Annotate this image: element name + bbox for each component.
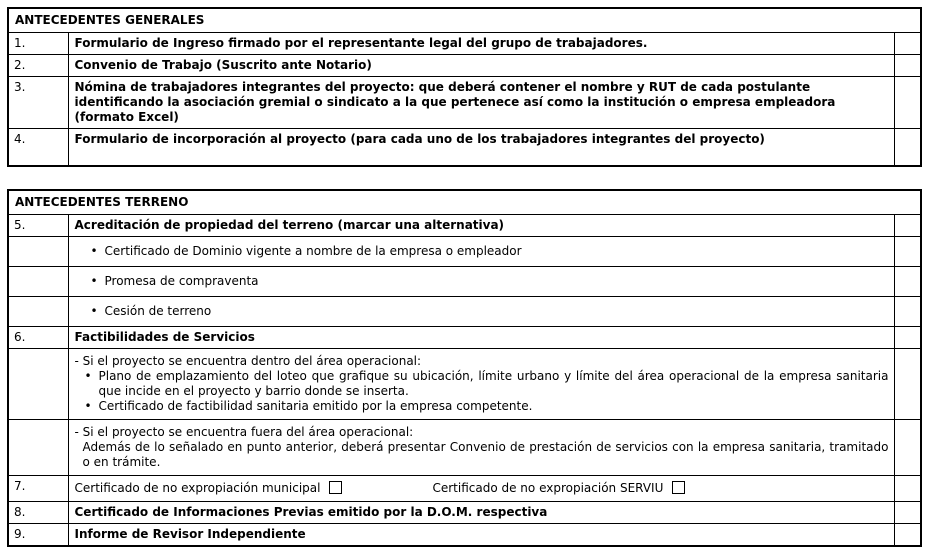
table-row xyxy=(8,348,921,419)
check-cell[interactable] xyxy=(895,501,921,523)
table-row xyxy=(8,296,921,326)
num-cell xyxy=(8,419,68,475)
check-cell[interactable] xyxy=(895,348,921,419)
check-cell[interactable] xyxy=(895,296,921,326)
option-label: Certificado de no expropiación municipal xyxy=(74,480,321,495)
requirement-text: Factibilidades de Servicios xyxy=(68,326,895,348)
section-header-row xyxy=(8,190,921,215)
row-number: 2. xyxy=(8,55,68,77)
table-row xyxy=(8,214,921,236)
requirement-text: Formulario de Ingreso firmado por el representante legal del grupo de trabajadores. xyxy=(68,33,895,55)
option-cell xyxy=(68,236,895,266)
row-number: 4. xyxy=(8,129,68,166)
check-cell[interactable] xyxy=(895,419,921,475)
condition-intro: - Si el proyecto se encuentra dentro del área operacional: xyxy=(74,353,422,368)
row-number: 8. xyxy=(8,501,68,523)
row-number: 7. xyxy=(8,475,68,501)
condition-bullet: • Certificado de factibilidad sanitaria emitido por la empresa competente. xyxy=(75,399,889,414)
option-label: Certificado de no expropiación SERVIU xyxy=(432,480,664,495)
check-cell[interactable] xyxy=(895,523,921,546)
table-row xyxy=(8,236,921,266)
requirement-text: Acreditación de propiedad del terreno (marcar una alternativa) xyxy=(68,214,895,236)
num-cell xyxy=(8,236,68,266)
table-row xyxy=(8,266,921,296)
check-cell[interactable] xyxy=(895,55,921,77)
municipal-checkbox[interactable] xyxy=(329,481,342,494)
check-cell[interactable] xyxy=(895,475,921,501)
requirement-text: Informe de Revisor Independiente xyxy=(68,523,895,546)
row-number: 5. xyxy=(8,214,68,236)
table-row xyxy=(8,33,921,55)
row-number: 6. xyxy=(8,326,68,348)
option-text: Cesión de terreno xyxy=(104,303,212,318)
check-cell[interactable] xyxy=(895,129,921,166)
expropiacion-cell xyxy=(68,475,895,501)
antecedentes-terreno-table xyxy=(7,189,922,547)
fuera-area-cell xyxy=(68,419,895,475)
dentro-area-cell xyxy=(68,348,895,419)
requirement-text: Formulario de incorporación al proyecto (para cada uno de los trabajadores integrantes del proyecto) xyxy=(68,129,895,166)
table-row xyxy=(8,419,921,475)
table-row xyxy=(8,475,921,501)
requirement-text: Convenio de Trabajo (Suscrito ante Notario) xyxy=(68,55,895,77)
table-row xyxy=(8,55,921,77)
num-cell xyxy=(8,296,68,326)
requirement-text: Certificado de Informaciones Previas emitido por la D.O.M. respectiva xyxy=(68,501,895,523)
option-text: Promesa de compraventa xyxy=(104,273,259,288)
expropiacion-municipal-group xyxy=(75,481,343,496)
num-cell xyxy=(8,266,68,296)
table-row xyxy=(8,326,921,348)
row-number: 3. xyxy=(8,77,68,129)
section-title-terreno: ANTECEDENTES TERRENO xyxy=(8,190,921,215)
check-cell[interactable] xyxy=(895,33,921,55)
condition-intro: - Si el proyecto se encuentra fuera del área operacional: xyxy=(74,424,414,439)
serviu-checkbox[interactable] xyxy=(672,481,685,494)
option-text: Certificado de Dominio vigente a nombre de la empresa o empleador xyxy=(104,243,522,258)
expropiacion-serviu-group xyxy=(432,481,685,496)
table-row xyxy=(8,129,921,166)
section-title-generales: ANTECEDENTES GENERALES xyxy=(8,8,921,33)
condition-text: Además de lo señalado en punto anterior, deberá presentar Convenio de prestación de servicios con la empresa sanitaria, tramitado o en trámite. xyxy=(82,439,889,469)
antecedentes-generales-table xyxy=(7,7,922,167)
table-row xyxy=(8,77,921,129)
num-cell xyxy=(8,348,68,419)
check-cell[interactable] xyxy=(895,266,921,296)
requirement-text: Nómina de trabajadores integrantes del proyecto: que deberá contener el nombre y RUT de cada postulante identificando la asociación gremial o sindicato a la que pertenece así como la institución o empresa empleadora (formato Excel) xyxy=(68,77,895,129)
check-cell[interactable] xyxy=(895,214,921,236)
row-number: 9. xyxy=(8,523,68,546)
check-cell[interactable] xyxy=(895,77,921,129)
section-header-row xyxy=(8,8,921,33)
check-cell[interactable] xyxy=(895,326,921,348)
table-row xyxy=(8,501,921,523)
check-cell[interactable] xyxy=(895,236,921,266)
row-number: 1. xyxy=(8,33,68,55)
table-row xyxy=(8,523,921,546)
option-cell xyxy=(68,266,895,296)
option-cell xyxy=(68,296,895,326)
condition-bullet: • Plano de emplazamiento del loteo que grafique su ubicación, límite urbano y límite del área operacional de la empresa sanitaria que incide en el proyecto y barrio donde se inserta. xyxy=(75,369,889,399)
